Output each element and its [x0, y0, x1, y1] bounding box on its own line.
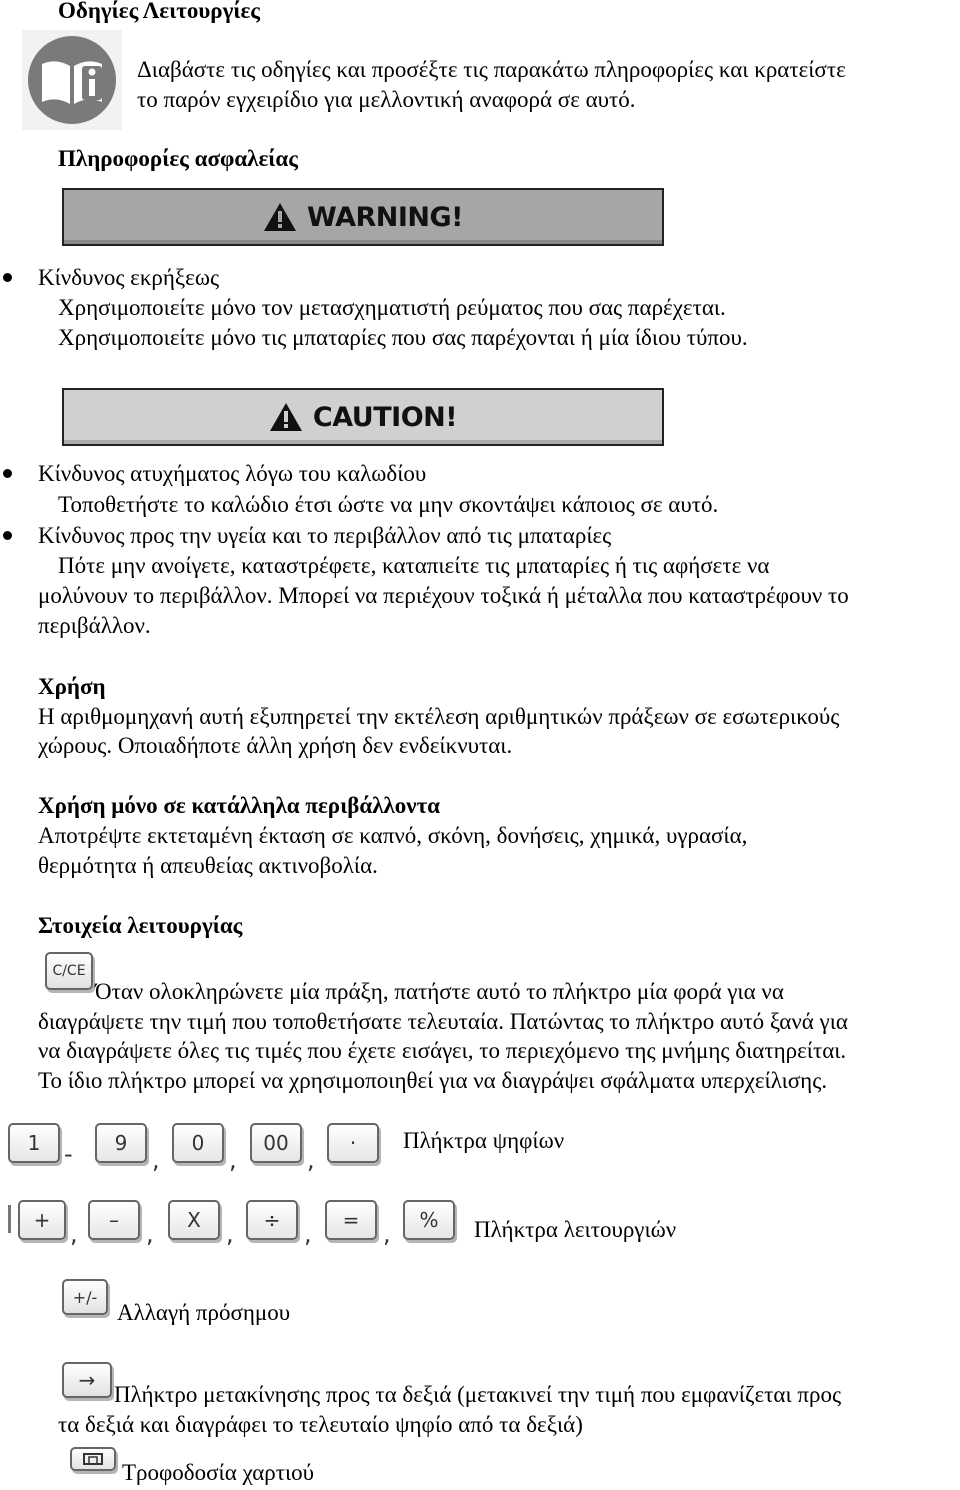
- sign-change-key-label: +/-: [72, 1287, 98, 1307]
- caution-item-line: περιβάλλον.: [38, 613, 151, 638]
- bullet-icon: [3, 531, 12, 540]
- usage-line: Η αριθμομηχανή αυτή εξυπηρετεί την εκτέλεση αριθμητικών πράξεων σε εσωτερικούς: [38, 704, 840, 729]
- sign-change-key-icon: [62, 1279, 108, 1315]
- digit-key-1: 1: [8, 1123, 60, 1163]
- paper-feed-key: [70, 1447, 116, 1471]
- caution-banner: [62, 388, 664, 446]
- function-key-percent: %: [403, 1200, 455, 1240]
- key-separator: ,: [307, 1146, 315, 1174]
- cce-key-label: C/CE: [52, 963, 86, 979]
- key-separator: ,: [229, 1146, 237, 1174]
- digit-key-9: 9: [95, 1123, 147, 1163]
- usage-heading: Χρήση: [38, 674, 106, 699]
- cce-line: Το ίδιο πλήκτρο μπορεί να χρησιμοποιηθεί για να διαγράψει σφάλματα υπερχείλισης.: [38, 1068, 828, 1093]
- caution-triangle-icon: [269, 402, 303, 432]
- environments-heading: Χρήση μόνο σε κατάλληλα περιβάλλοντα: [38, 793, 441, 818]
- key-separator: -: [64, 1140, 73, 1168]
- intro-line-1: Διαβάστε τις οδηγίες και προσέξτε τις παρακάτω πληροφορίες και κρατείστε: [137, 57, 846, 82]
- usage-line: χώρους. Οποιαδήποτε άλλη χρήση δεν ενδείκνυται.: [38, 733, 513, 758]
- key-separator: ,: [383, 1220, 391, 1248]
- warning-item-line: Χρησιμοποιείτε μόνο τον μετασχηματιστή ρεύματος που σας παρέχεται.: [58, 295, 726, 320]
- cce-line: να διαγράψετε όλες τις τιμές που έχετε εισάγει, το περιεχόμενο της μνήμης διατηρείται.: [38, 1038, 847, 1063]
- warning-triangle-icon: [263, 202, 297, 232]
- caution-label: CAUTION!: [312, 401, 458, 433]
- sign-change-label: Αλλαγή πρόσημου: [117, 1300, 291, 1325]
- paper-feed-label: Τροφοδοσία χαρτιού: [122, 1460, 315, 1485]
- function-key-equals: =: [325, 1200, 377, 1240]
- digit-key-00: 00: [250, 1123, 302, 1163]
- caution-item-line: Τοποθετήστε το καλώδιο έτσι ώστε να μην σκοντάψει κάποιος σε αυτό.: [58, 492, 719, 517]
- shift-right-line: τα δεξιά και διαγράφει το τελευταίο ψηφίο από τα δεξιά): [58, 1412, 583, 1437]
- shift-right-line: Πλήκτρο μετακίνησης προς τα δεξιά (μετακινεί την τιμή που εμφανίζεται προς: [114, 1382, 842, 1407]
- cce-line: Όταν ολοκληρώνετε μία πράξη, πατήστε αυτό το πλήκτρο μία φορά για να: [95, 979, 784, 1004]
- digit-key-0: 0: [172, 1123, 224, 1163]
- page-title: Οδηγίες Λειτουργίες: [58, 0, 261, 23]
- function-key-minus: –: [88, 1200, 140, 1240]
- digit-keys-label: Πλήκτρα ψηφίων: [403, 1128, 565, 1153]
- key-separator: ,: [70, 1220, 78, 1248]
- cce-key-icon: [45, 952, 93, 990]
- function-key-plus: +: [18, 1200, 66, 1240]
- warning-item-line: Χρησιμοποιείτε μόνο τις μπαταρίες που σας παρέχονται ή μία ίδιου τύπου.: [58, 325, 748, 350]
- function-key-divide: ÷: [246, 1200, 298, 1240]
- intro-line-2: το παρόν εγχειρίδιο για μελλοντική αναφορά σε αυτό.: [137, 87, 636, 112]
- function-key-multiply: X: [168, 1200, 220, 1240]
- paper-feed-icon: [82, 1452, 104, 1466]
- digit-key-decimal: ·: [327, 1123, 379, 1163]
- controls-heading: Στοιχεία λειτουργίας: [38, 913, 243, 938]
- bullet-icon: [3, 273, 12, 282]
- caution-item-title: Κίνδυνος προς την υγεία και το περιβάλλον από τις μπαταρίες: [38, 523, 612, 548]
- key-separator: ,: [152, 1146, 160, 1174]
- key-separator: ,: [146, 1220, 154, 1248]
- caution-item-line: μολύνουν το περιβάλλον. Μπορεί να περιέχουν τοξικά ή μέταλλα που καταστρέφουν το: [38, 583, 849, 608]
- warning-item-title: Κίνδυνος εκρήξεως: [38, 265, 220, 290]
- shift-right-key-label: →: [78, 1368, 96, 1392]
- shift-right-key-icon: [62, 1362, 112, 1398]
- cce-line: διαγράψετε την τιμή που τοποθετήσατε τελευταία. Πατώντας το πλήκτρο αυτό ξανά για: [38, 1009, 848, 1034]
- safety-heading: Πληροφορίες ασφαλείας: [58, 146, 298, 171]
- environments-line: θερμότητα ή απευθείας ακτινοβολία.: [38, 853, 378, 878]
- key-separator: ,: [226, 1220, 234, 1248]
- environments-line: Αποτρέψτε εκτεταμένη έκταση σε καπνό, σκόνη, δονήσεις, χημικά, υγρασία,: [38, 823, 748, 848]
- function-keys-label: Πλήκτρα λειτουργιών: [474, 1217, 677, 1242]
- caution-item-line: Πότε μην ανοίγετε, καταστρέφετε, καταπιείτε τις μπαταρίες ή τις αφήσετε να: [58, 553, 770, 578]
- bullet-icon: [3, 469, 12, 478]
- key-edge-divider: [8, 1205, 11, 1233]
- warning-banner: [62, 188, 664, 246]
- key-separator: ,: [304, 1220, 312, 1248]
- warning-label: WARNING!: [307, 201, 463, 233]
- caution-item-title: Κίνδυνος ατυχήματος λόγω του καλωδίου: [38, 461, 427, 486]
- manual-info-icon: [22, 30, 122, 130]
